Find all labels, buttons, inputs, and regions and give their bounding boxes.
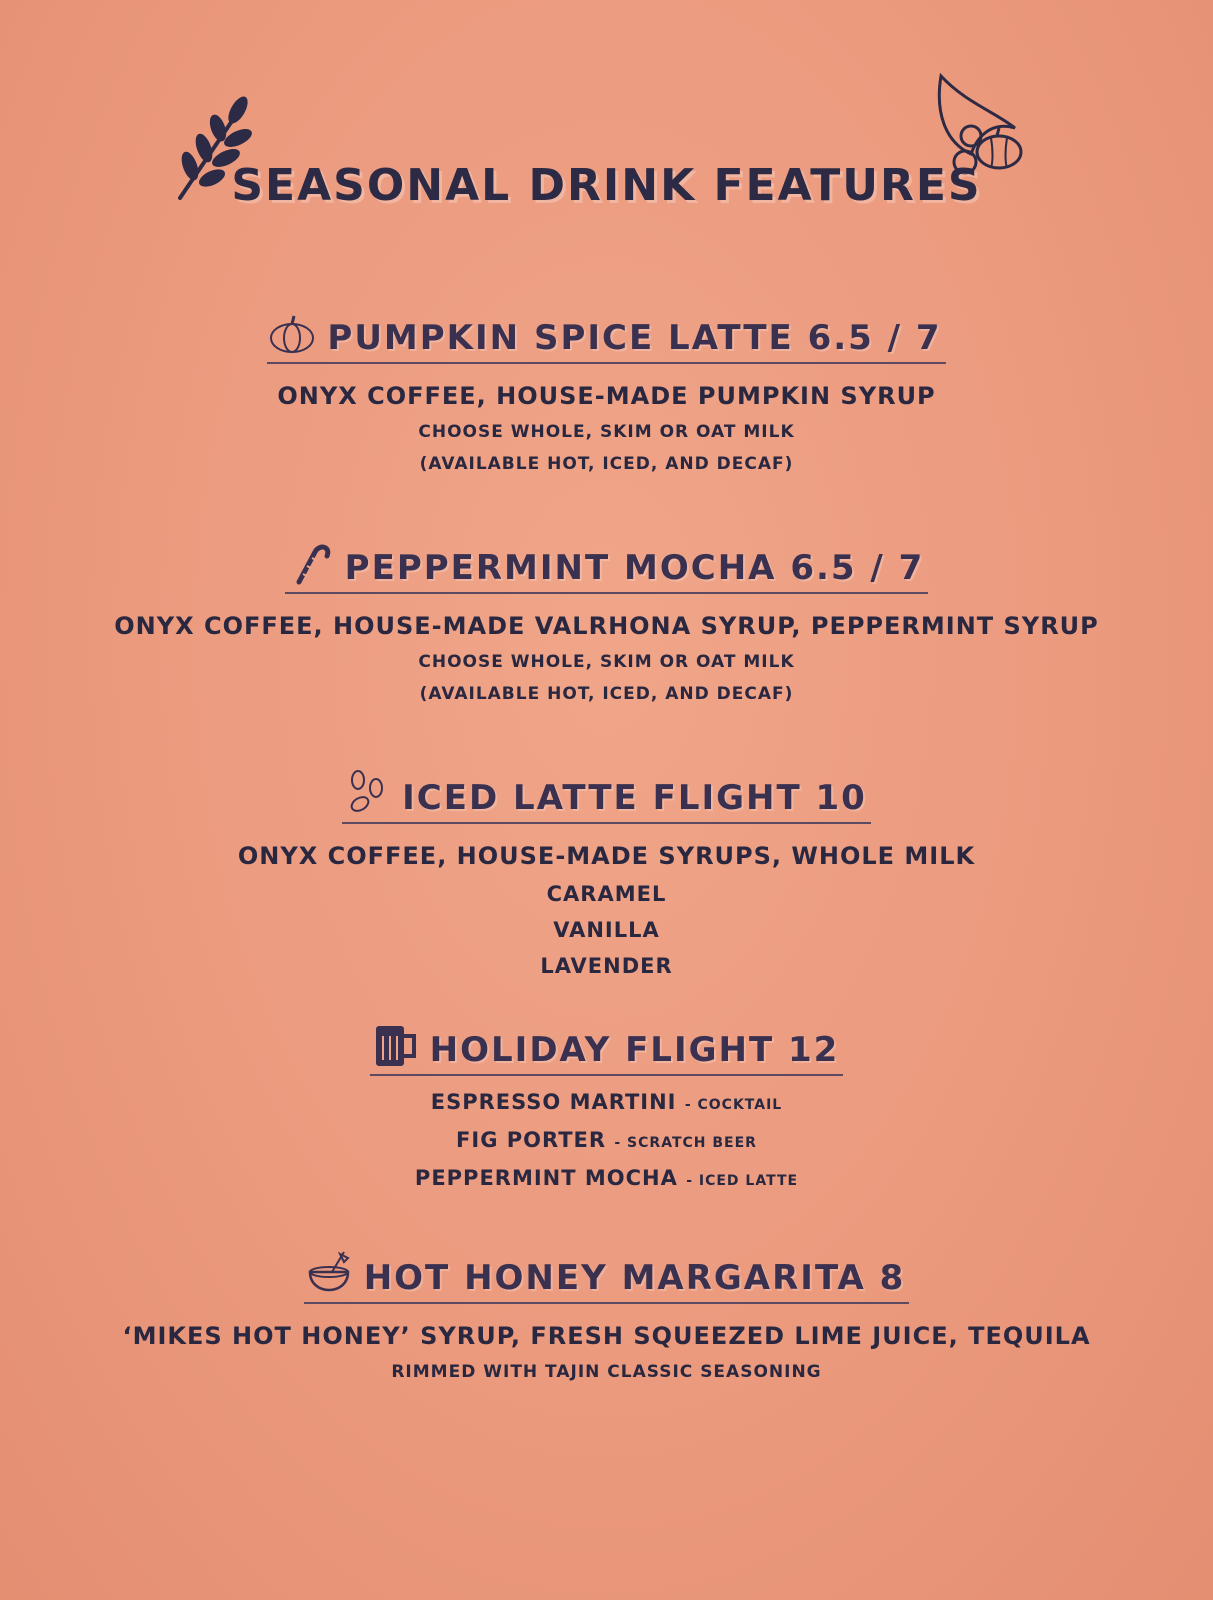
section-description: ONYX COFFEE, HOUSE-MADE VALRHONA SYRUP, PEPPERMINT SYRUP [114, 612, 1099, 640]
section-heading [267, 318, 945, 364]
section-title: HOLIDAY FLIGHT 12 [429, 1030, 840, 1070]
flight-item: ESPRESSO MARTINI - COCKTAIL [430, 1090, 783, 1114]
section-pumpkin-spice-latte [0, 318, 1213, 474]
section-title: PUMPKIN SPICE LATTE 6.5 / 7 [327, 318, 942, 358]
section-description: ONYX COFFEE, HOUSE-MADE SYRUPS, WHOLE MILK [237, 842, 976, 870]
section-title: HOT HONEY MARGARITA 8 [363, 1258, 906, 1298]
flavor-item: CARAMEL [546, 882, 667, 906]
flavor-item: VANILLA [553, 918, 660, 942]
page-title: SEASONAL DRINK FEATURES [231, 160, 982, 211]
beer-mug-icon [370, 1022, 420, 1068]
section-note: RIMMED WITH TAJIN CLASSIC SEASONING [391, 1362, 822, 1382]
section-holiday-flight [0, 1030, 1213, 1190]
coffee-beans-icon [342, 770, 392, 816]
section-title: ICED LATTE FLIGHT 10 [402, 778, 867, 818]
section-heading [285, 548, 929, 594]
section-description: ONYX COFFEE, HOUSE-MADE PUMPKIN SYRUP [277, 382, 936, 410]
section-iced-latte-flight [0, 778, 1213, 978]
section-hot-honey-margarita [0, 1258, 1213, 1382]
section-note: CHOOSE WHOLE, SKIM OR OAT MILK [418, 652, 795, 672]
section-note: CHOOSE WHOLE, SKIM OR OAT MILK [418, 422, 795, 442]
section-heading [342, 778, 871, 824]
flight-item: PEPPERMINT MOCHA - ICED LATTE [414, 1166, 799, 1190]
pumpkin-icon [267, 310, 317, 356]
section-note: (AVAILABLE HOT, ICED, AND DECAF) [419, 684, 794, 704]
section-heading [304, 1258, 910, 1304]
flight-item: FIG PORTER - SCRATCH BEER [456, 1128, 757, 1152]
section-title: PEPPERMINT MOCHA 6.5 / 7 [344, 548, 925, 588]
section-heading [370, 1030, 844, 1076]
section-peppermint-mocha [0, 548, 1213, 704]
candy-cane-icon [285, 540, 335, 586]
section-description: ‘MIKES HOT HONEY’ SYRUP, FRESH SQUEEZED LIME JUICE, TEQUILA [122, 1322, 1091, 1350]
section-note: (AVAILABLE HOT, ICED, AND DECAF) [419, 454, 794, 474]
coconut-drink-icon [304, 1250, 354, 1296]
flavor-item: LAVENDER [540, 954, 673, 978]
